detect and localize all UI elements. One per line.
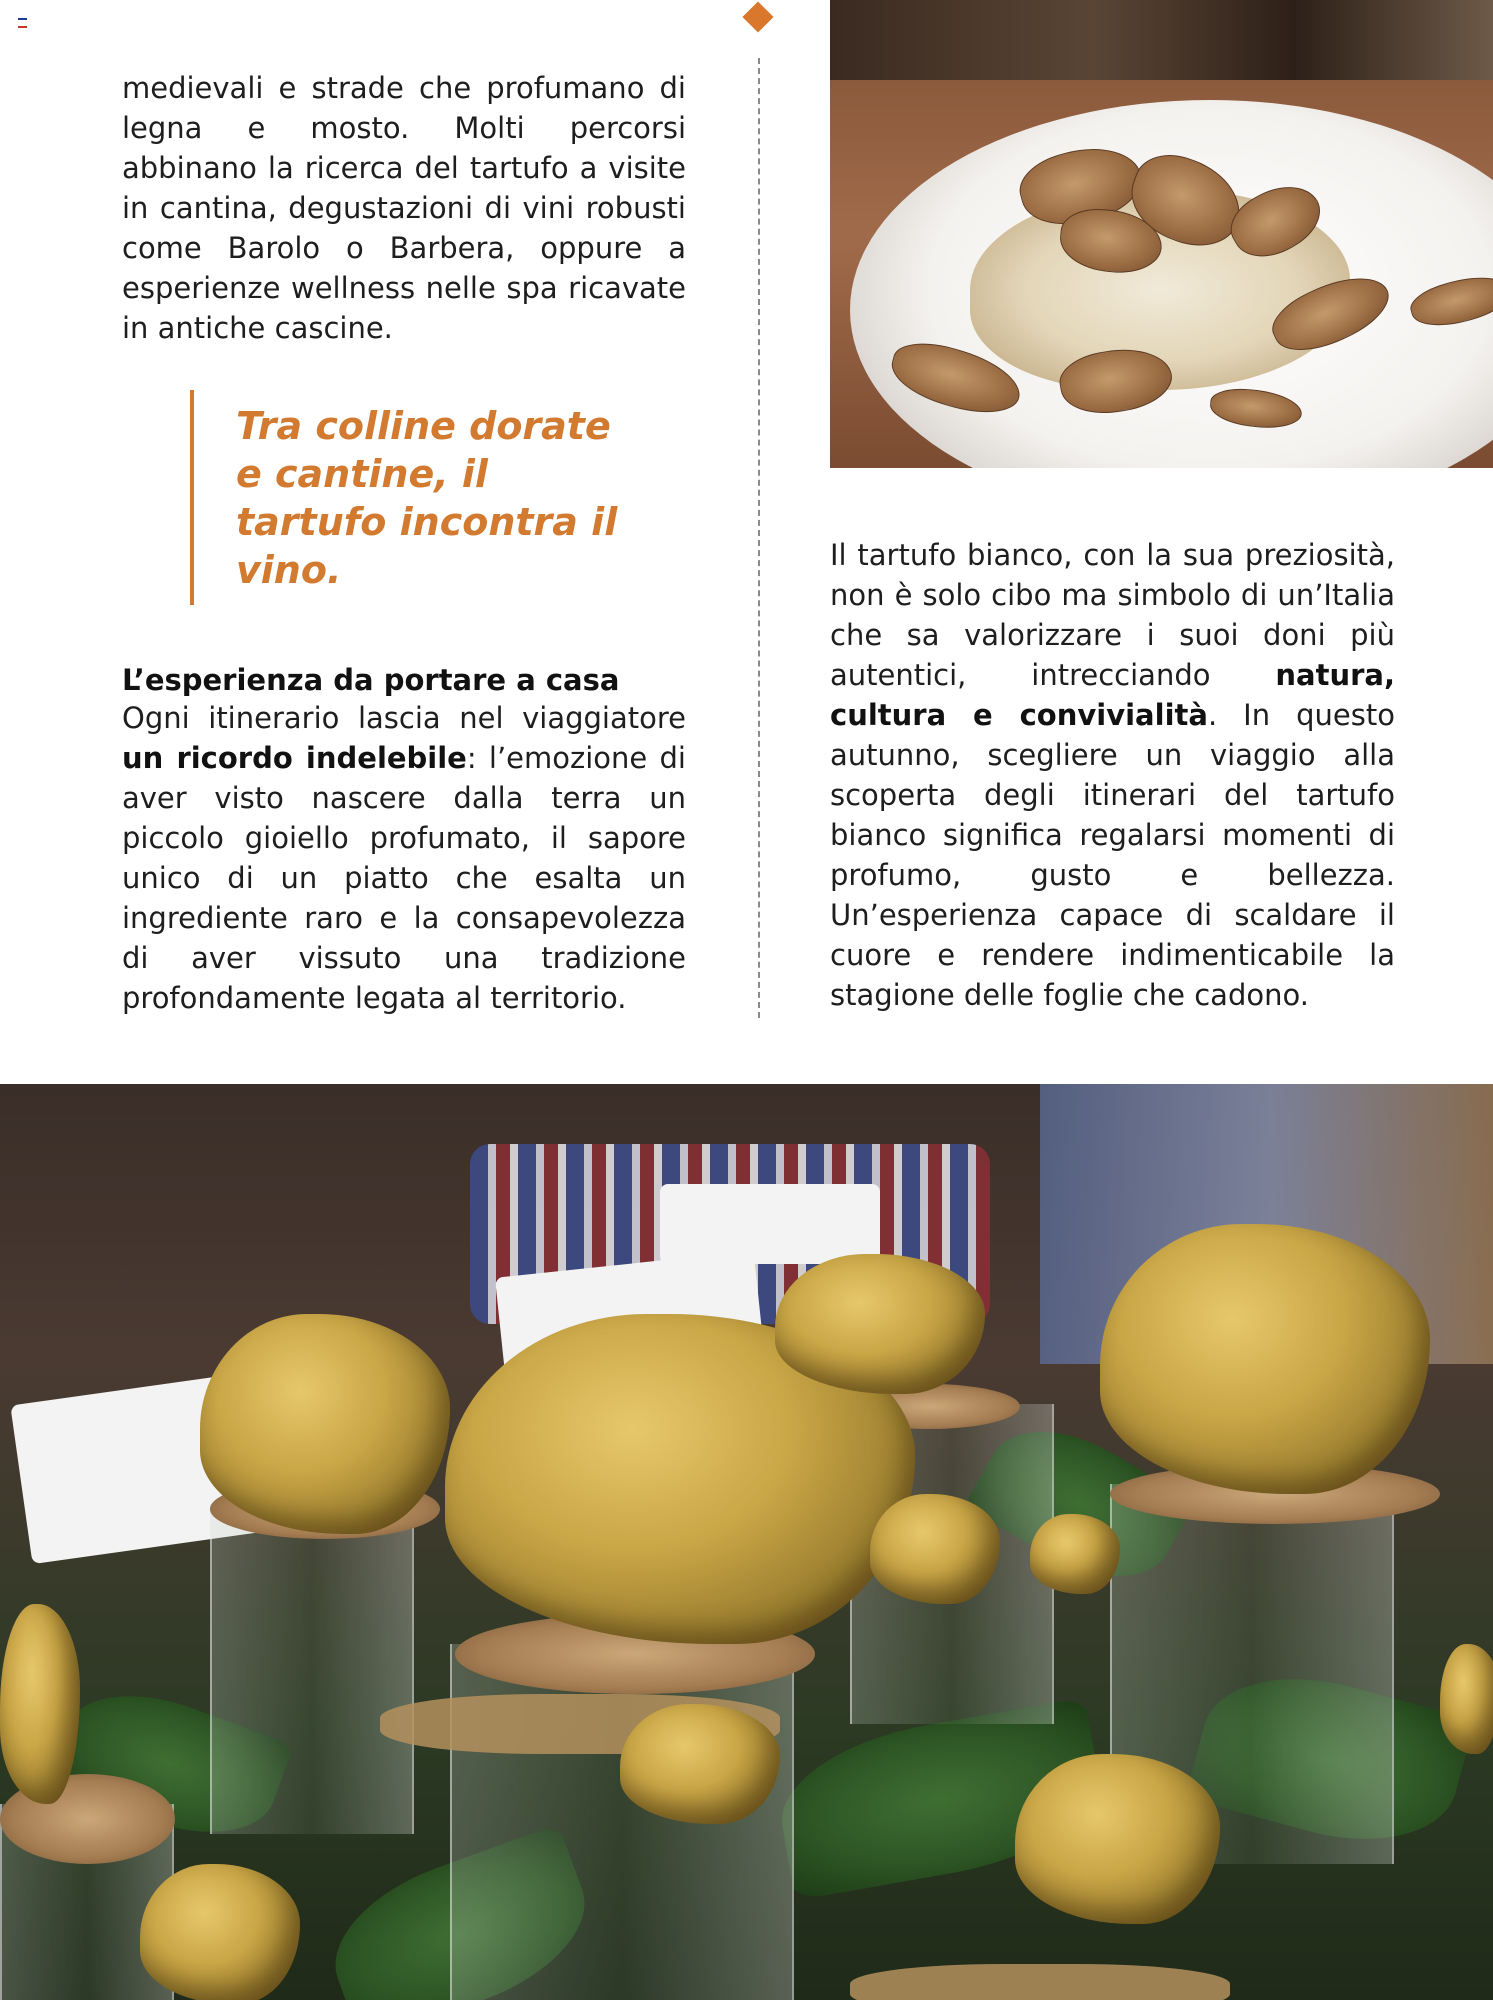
column-divider xyxy=(758,58,760,1018)
corner-mark xyxy=(18,18,27,28)
right-body-text-1: Il tartufo bianco, con la sua preziosità, non è solo cibo ma simbolo di un’Italia che sa valorizzare i suoi doni più autentici, intrecciando xyxy=(830,538,1395,692)
diamond-ornament xyxy=(742,1,773,32)
right-body-paragraph xyxy=(830,535,1395,1015)
truffles-photo xyxy=(0,1084,1493,2000)
left-body-bold: un ricordo indelebile xyxy=(122,741,467,775)
section-heading: L’esperienza da portare a casa xyxy=(122,663,620,697)
left-body-text-2: : l’emozione di aver visto nascere dalla terra un piccolo gioiello profumato, il sapore unico di un piatto che esalta un ingrediente raro e la consapevolezza di aver vissuto una tradizione profondamente legata al territorio. xyxy=(122,741,686,1015)
left-body-text-1: Ogni itinerario lascia nel viaggiatore xyxy=(122,701,686,735)
right-body-bold: natura, cultura e convivialità xyxy=(830,658,1395,732)
right-body-text-2: . In questo autunno, scegliere un viaggio alla scoperta degli itinerari del tartufo bianco significa regalarsi momenti di profumo, gusto e bellezza. Un’esperienza capace di scaldare il cuore e rendere indimenticabile la stagione delle foglie che cadono. xyxy=(830,698,1395,1012)
risotto-photo xyxy=(830,0,1493,468)
pull-quote xyxy=(190,390,654,605)
pull-quote-text: Tra colline dorate e cantine, il tartufo incontra il vino. xyxy=(236,404,618,592)
left-body-paragraph xyxy=(122,698,686,1018)
intro-paragraph: medievali e strade che profumano di legna e mosto. Molti percorsi abbinano la ricerca del tartufo a visite in cantina, degustazioni di vini robusti come Barolo o Barbera, oppure a esperienze wellness nelle spa ricavate in antiche cascine. xyxy=(122,71,686,345)
